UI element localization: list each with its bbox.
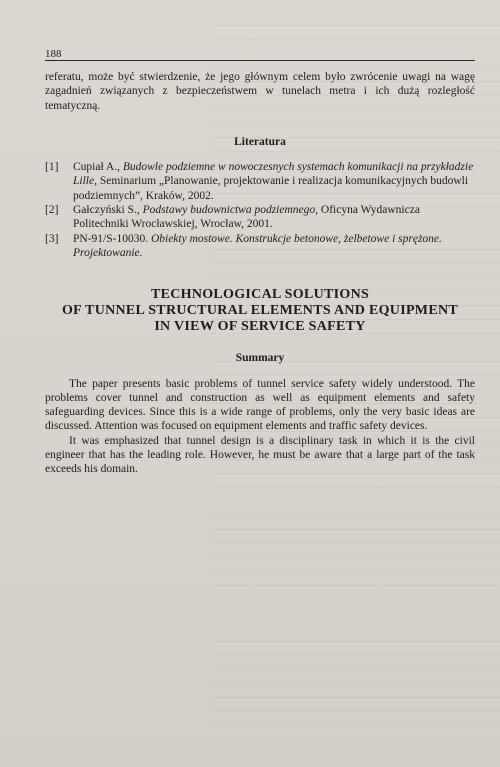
reference-details: Oficyna Wydawnicza Politechniki Wrocławskiej, Wrocław, 2001. bbox=[73, 204, 420, 231]
reference-title: Budowle podziemne w nowoczesnych systemach komunikacji na przykładzie Lille, bbox=[73, 161, 474, 188]
reference-title: Podstawy budownictwa podziemnego, bbox=[142, 204, 319, 217]
page-header bbox=[45, 44, 475, 61]
summary-paragraph: It was emphasized that tunnel design is a disciplinary task in which it is the civil engineer that has the leading role. However, he must be aware that a large part of the task exceeds his domain. bbox=[45, 434, 475, 476]
intro-paragraph: referatu, może być stwierdzenie, że jego głównym celem było zwrócenie uwagi na wagę zagadnień związanych z bezpieczeństwem w tunelach metra i ich dużą rozległość tematyczną. bbox=[45, 71, 475, 112]
paper-title-line: TECHNOLOGICAL SOLUTIONS bbox=[150, 287, 370, 303]
reference-number: [3] bbox=[45, 232, 59, 245]
paper-title-line: OF TUNNEL STRUCTURAL ELEMENTS AND EQUIPMENT bbox=[61, 303, 459, 319]
page-content bbox=[45, 70, 475, 477]
reference-number: [1] bbox=[45, 161, 59, 174]
literature-heading: Literatura bbox=[234, 135, 286, 148]
paper-title-line: IN VIEW OF SERVICE SAFETY bbox=[154, 319, 366, 335]
reference-item bbox=[45, 232, 475, 261]
reference-list bbox=[45, 160, 475, 260]
reference-author: PN-91/S-10030. bbox=[73, 232, 151, 245]
summary-paragraph: The paper presents basic problems of tunnel service safety widely understood. The problems cover tunnel and construction as well as equipment elements and safety safeguarding devices. Since this is a wide range of problems, only the very basic ideas are discussed. Attention was focused on equipment elements and traffic safety devices. bbox=[45, 377, 475, 433]
reference-author: Gałczyński S., bbox=[73, 204, 143, 217]
summary-section bbox=[45, 377, 475, 477]
page-number: 188 bbox=[45, 48, 62, 60]
reference-author: Cupiał A., bbox=[73, 161, 123, 174]
reference-item bbox=[45, 203, 475, 232]
reference-item bbox=[45, 160, 475, 203]
reference-details: Seminarium „Planowanie, projektowanie i realizacja komunikacyjnych budowli podziemnych”, Kraków, 2002. bbox=[73, 175, 469, 202]
reference-title: Obiekty mostowe. Konstrukcje betonowe, żelbetowe i sprężone. Projektowanie. bbox=[73, 232, 442, 259]
summary-heading: Summary bbox=[235, 352, 285, 365]
paper-title bbox=[45, 287, 475, 335]
reference-number: [2] bbox=[45, 204, 59, 217]
